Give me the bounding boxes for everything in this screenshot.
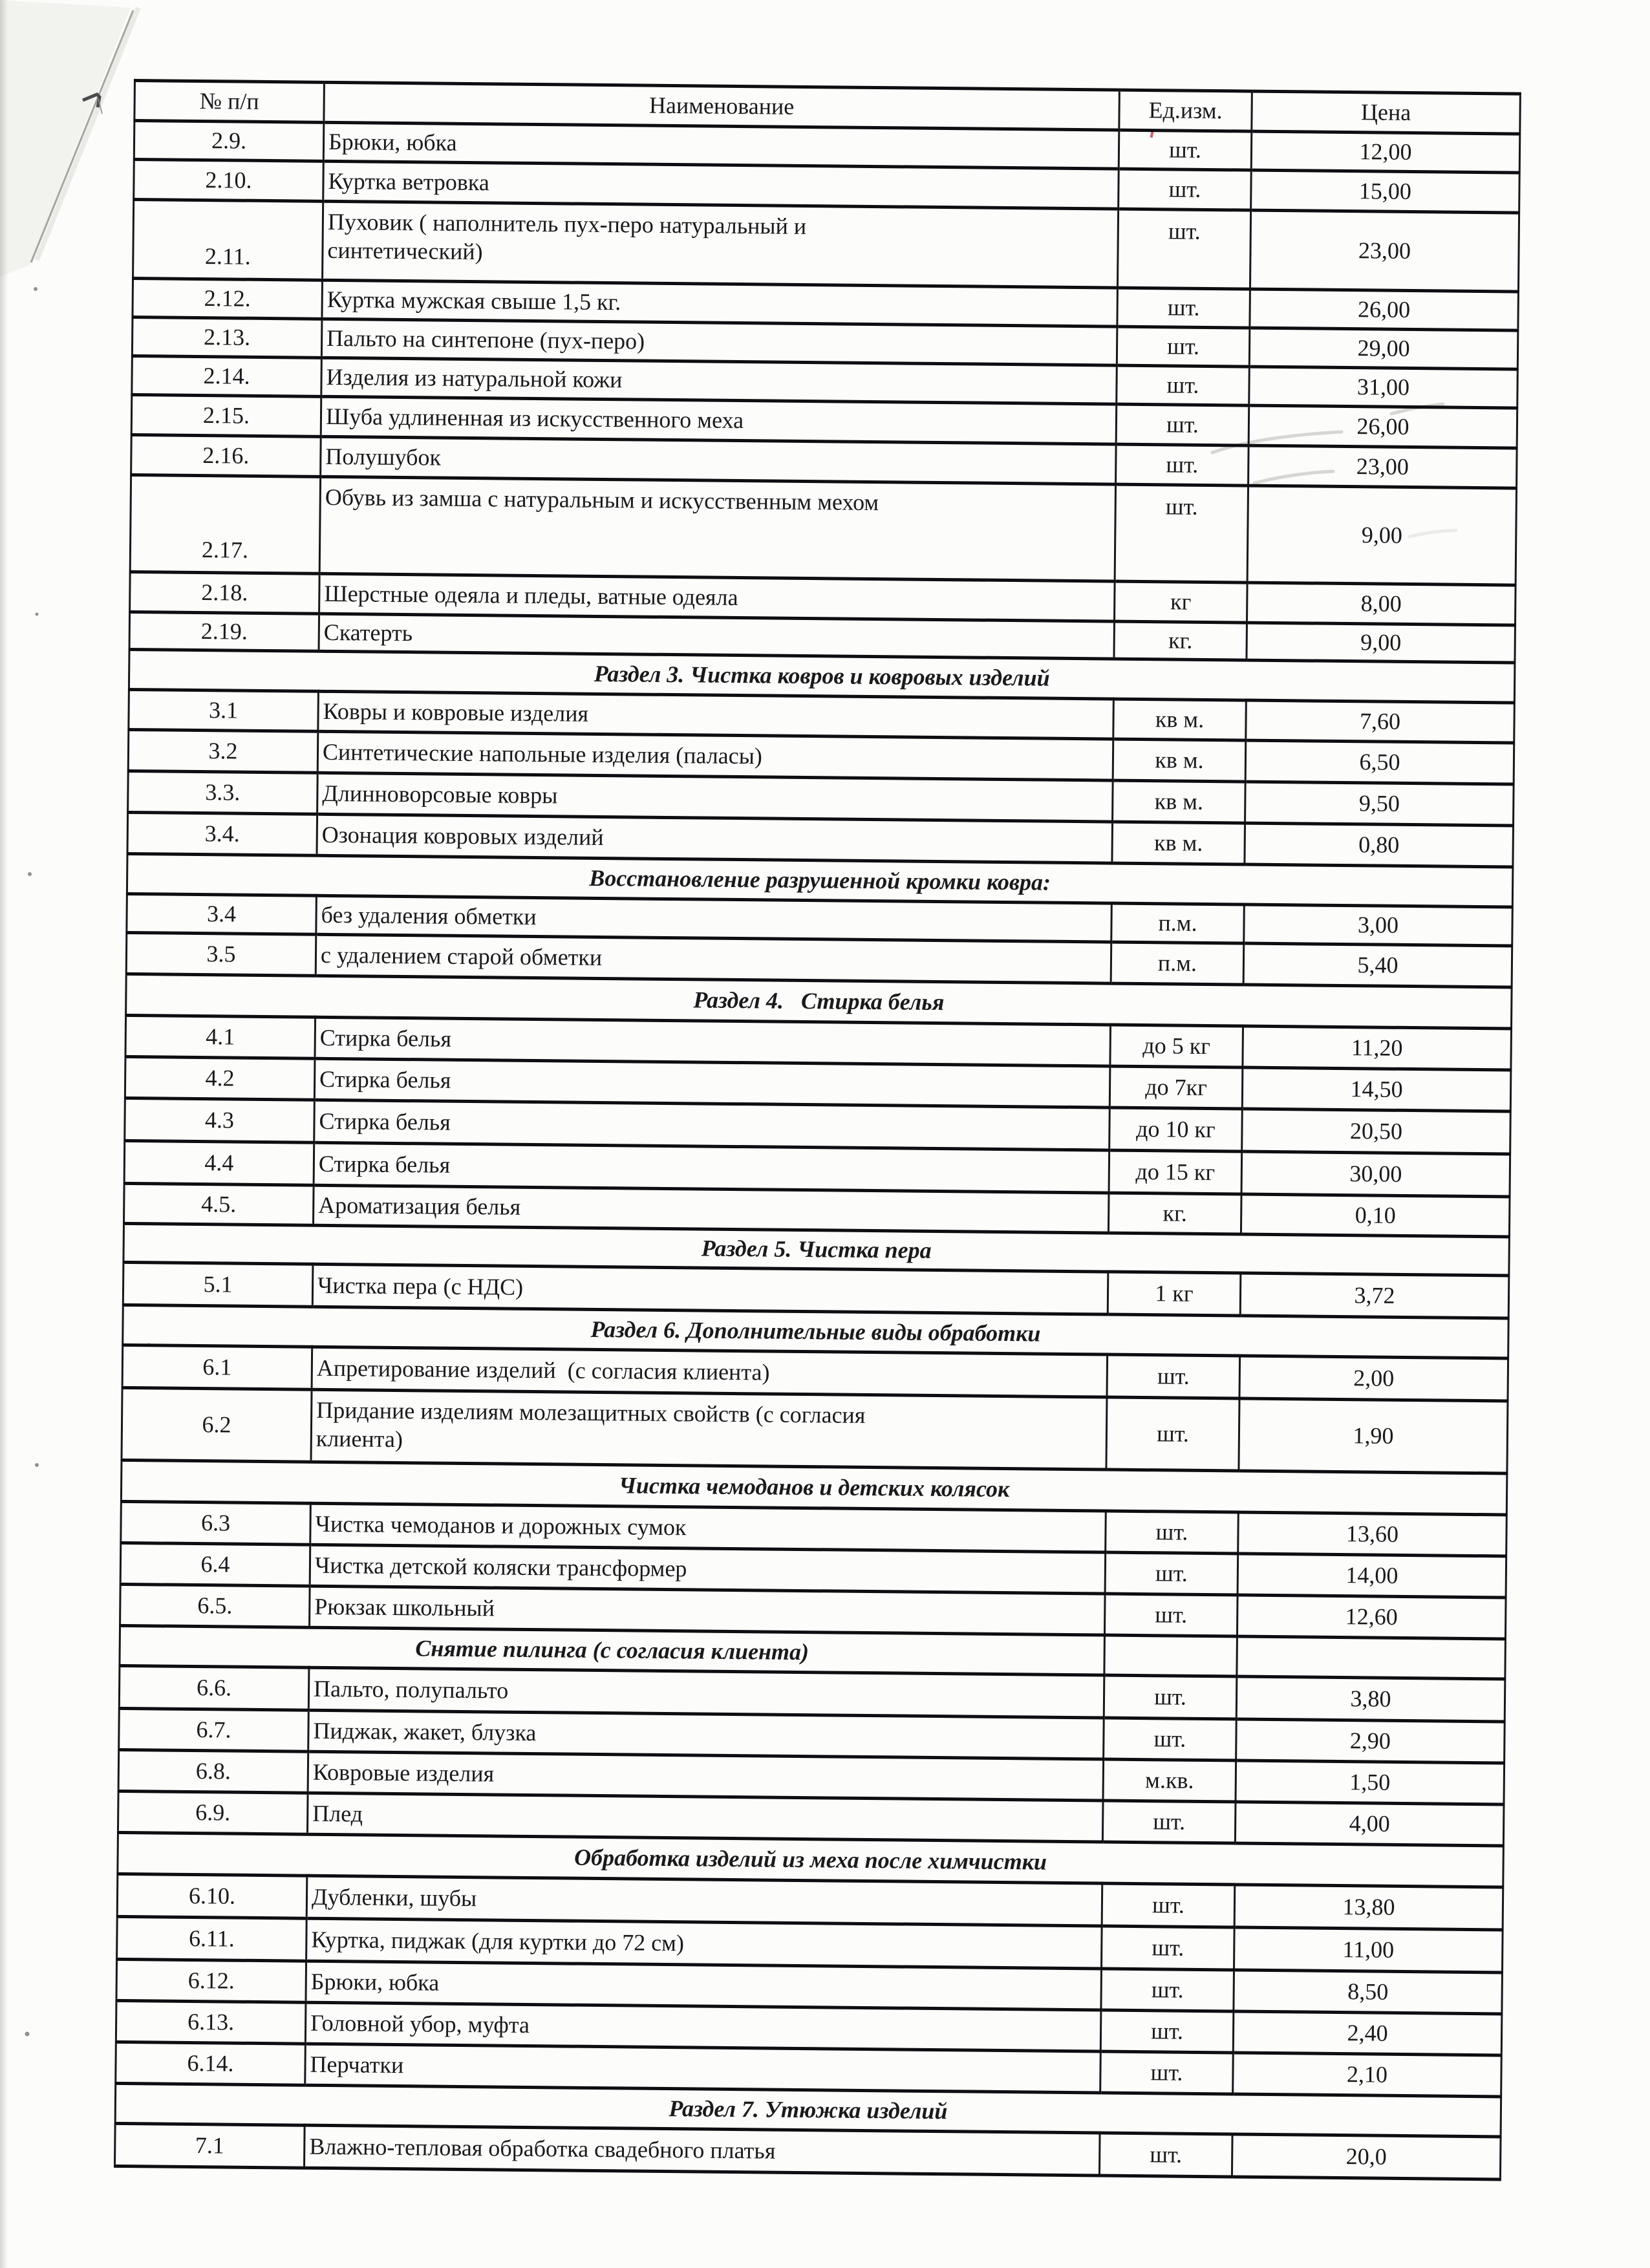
row-num: 2.18. (130, 572, 320, 614)
section-title: Раздел 4. Стирка белья (126, 974, 1512, 1029)
row-unit: до 7кг (1109, 1066, 1243, 1109)
row-num: 6.13. (116, 2000, 306, 2044)
row-num: 3.5 (126, 932, 316, 976)
row-price: 13,60 (1238, 1512, 1507, 1556)
row-num: 6.2 (122, 1387, 312, 1462)
row-name: Ковровые изделия (308, 1751, 1104, 1801)
section-title: Раздел 7. Утюжка изделий (115, 2083, 1501, 2137)
row-price: 2,10 (1233, 2053, 1502, 2097)
row-unit: шт. (1102, 1926, 1235, 1970)
row-unit: кг. (1108, 1193, 1241, 1234)
row-name: Рюкзак школьный (310, 1586, 1106, 1635)
row-price: 8,00 (1247, 583, 1516, 625)
row-num: 4.5. (124, 1183, 314, 1225)
row-name: Пуховик ( наполнитель пух-перо натуральный и синтетический) (323, 201, 1119, 288)
row-name: Придание изделиям молезащитных свойств (с согласия клиента) (311, 1389, 1107, 1470)
row-price: 11,20 (1243, 1026, 1512, 1070)
row-num: 2.16. (131, 434, 321, 476)
row-num: 2.19. (129, 612, 319, 651)
row-name: Куртка мужская свыше 1,5 кг. (322, 280, 1118, 326)
row-num: 4.4 (124, 1140, 314, 1185)
row-price: 15,00 (1251, 170, 1520, 213)
row-name: без удаления обметки (316, 895, 1112, 942)
section-title: Раздел 3. Чистка ковров и ковровых изделий (129, 649, 1514, 703)
row-price: 2,00 (1239, 1356, 1508, 1401)
section-title: Раздел 6. Дополнительные виды обработки (123, 1305, 1508, 1358)
row-num: 4.2 (125, 1056, 315, 1100)
row-name: Стирка белья (314, 1142, 1109, 1193)
row-unit: шт. (1104, 1675, 1237, 1719)
row-num: 2.10. (134, 160, 324, 202)
row-num: 6.6. (119, 1665, 309, 1710)
row-name: Брюки, юбка (306, 1961, 1102, 2010)
row-num: 6.5. (120, 1584, 310, 1627)
row-num: 2.12. (133, 279, 323, 319)
row-num: 6.9. (118, 1791, 308, 1834)
row-num: 5.1 (123, 1262, 313, 1307)
row-name: Ароматизация белья (313, 1185, 1109, 1233)
table-row (130, 475, 1516, 585)
row-unit: п.м. (1111, 942, 1244, 985)
row-price: 12,00 (1251, 131, 1520, 173)
row-unit: кв м. (1113, 699, 1247, 740)
col-header-unit: Ед.изм. (1119, 90, 1252, 131)
row-name: Пальто на синтепоне (пух-перо) (321, 319, 1117, 365)
row-num: 3.4 (127, 893, 317, 934)
row-price: 3,80 (1236, 1676, 1505, 1722)
row-name: Изделия из натуральной кожи (321, 358, 1117, 404)
row-price: 1,50 (1236, 1760, 1505, 1804)
row-num: 6.3 (121, 1501, 311, 1545)
row-unit: кв м. (1113, 739, 1246, 782)
row-price: 8,50 (1234, 1970, 1503, 2014)
price-table-body (115, 121, 1520, 2179)
row-unit: шт. (1101, 1969, 1234, 2011)
row-name: Пальто, полупальто (308, 1667, 1104, 1718)
row-unit: шт. (1115, 484, 1248, 583)
row-name: Чистка чемоданов и дорожных сумок (310, 1503, 1106, 1552)
page-corner-shade (0, 0, 131, 277)
row-price: 6,50 (1245, 740, 1514, 784)
row-price: 0,80 (1245, 823, 1514, 867)
row-name: Стирка белья (315, 1017, 1111, 1066)
row-unit: шт. (1105, 1552, 1238, 1595)
row-num: 4.1 (125, 1015, 316, 1058)
row-price: 2,90 (1236, 1719, 1505, 1763)
row-unit: до 5 кг (1110, 1025, 1243, 1067)
row-num: 7.1 (115, 2123, 305, 2168)
section-title: Снятие пилинга (с согласия клиента) (120, 1625, 1105, 1675)
row-price: 20,0 (1232, 2134, 1501, 2179)
row-name: Полушубок (321, 436, 1117, 484)
row-name: Чистка детской коляски трансформер (310, 1545, 1106, 1594)
row-num: 6.11. (117, 1916, 307, 1961)
row-unit: шт. (1102, 1801, 1236, 1843)
row-price: 13,80 (1234, 1885, 1503, 1930)
row-unit: шт. (1104, 1718, 1237, 1760)
row-unit: шт. (1117, 288, 1250, 328)
row-num: 6.7. (119, 1708, 309, 1751)
row-name: Апретирование изделий (с согласия клиента) (312, 1347, 1108, 1397)
section-title: Обработка изделий из меха после химчистки (118, 1832, 1504, 1887)
row-num: 6.10. (117, 1874, 307, 1918)
row-name: Чистка пера (с НДС) (312, 1264, 1108, 1314)
row-name: Шерстные одеяла и пледы, ватные одеяла (319, 573, 1115, 621)
row-name: Скатерть (319, 614, 1115, 659)
row-price: 3,72 (1240, 1273, 1509, 1318)
row-unit: до 15 кг (1109, 1150, 1242, 1194)
row-price: 12,60 (1237, 1595, 1506, 1639)
row-unit: шт. (1117, 365, 1250, 405)
row-price: 31,00 (1249, 367, 1518, 408)
row-price: 1,90 (1239, 1398, 1508, 1473)
row-num: 6.1 (122, 1345, 312, 1389)
row-name: Перчатки (305, 2044, 1101, 2093)
row-price: 3,00 (1244, 904, 1513, 946)
row-name: Куртка ветровка (323, 161, 1119, 209)
row-price: 7,60 (1246, 700, 1515, 743)
row-name: Пиджак, жакет, блузка (308, 1710, 1104, 1759)
row-price: 23,00 (1250, 210, 1519, 292)
row-name: Шуба удлиненная из искусственного меха (321, 396, 1117, 444)
row-unit: шт. (1107, 1354, 1240, 1398)
row-unit: кг (1115, 581, 1248, 623)
row-unit: шт. (1116, 404, 1249, 445)
section-title: Чистка чемоданов и детских колясок (121, 1460, 1507, 1515)
row-num: 6.12. (116, 1959, 306, 2002)
row-unit: кв м. (1113, 780, 1246, 823)
row-num: 3.2 (128, 729, 318, 773)
col-header-price: Цена (1252, 91, 1521, 134)
row-name: Плед (307, 1793, 1103, 1842)
row-num: 3.4. (127, 812, 317, 855)
row-price: 2,40 (1233, 2011, 1502, 2055)
row-num: 6.14. (116, 2042, 306, 2085)
row-unit: м.кв. (1103, 1759, 1236, 1802)
row-price: 23,00 (1248, 445, 1517, 488)
row-num: 2.13. (132, 317, 322, 358)
row-unit: кг. (1114, 621, 1247, 660)
row-price: 26,00 (1248, 405, 1517, 448)
row-price: 14,50 (1242, 1067, 1511, 1111)
row-unit: шт. (1119, 130, 1252, 170)
empty-cell (1104, 1635, 1238, 1676)
row-name: Длинноворсовые ковры (317, 773, 1113, 822)
row-unit: шт. (1117, 326, 1250, 367)
row-name: Стирка белья (314, 1058, 1110, 1107)
row-num: 6.4 (120, 1543, 310, 1586)
row-name: Дубленки, шубы (306, 1876, 1102, 1926)
section-title: Восстановление разрушенной кромки ковра: (127, 853, 1512, 907)
row-num: 3.1 (129, 689, 319, 731)
section-title: Раздел 5. Чистка пера (123, 1223, 1509, 1276)
row-price: 30,00 (1241, 1151, 1510, 1197)
row-unit: шт. (1117, 209, 1250, 289)
table-row (122, 1387, 1508, 1473)
row-num: 2.11. (133, 200, 323, 281)
row-unit: шт. (1104, 1594, 1238, 1636)
row-num: 2.15. (131, 394, 321, 436)
row-unit: шт. (1119, 169, 1252, 210)
row-unit: шт. (1100, 2010, 1234, 2053)
row-price: 0,10 (1241, 1194, 1510, 1237)
row-name: Куртка, пиджак (для куртки до 72 см) (306, 1918, 1102, 1969)
row-price: 9,50 (1245, 782, 1514, 826)
row-unit: до 10 кг (1109, 1107, 1243, 1151)
row-name: Влажно-тепловая обработка свадебного платья (304, 2125, 1100, 2176)
row-num: 2.9. (134, 121, 324, 162)
row-price: 11,00 (1234, 1927, 1503, 1973)
row-name: с удалением старой обметки (316, 934, 1111, 983)
row-num: 3.3. (128, 771, 318, 814)
row-unit: шт. (1106, 1511, 1239, 1554)
row-price: 29,00 (1249, 328, 1518, 369)
row-name: Озонация ковровых изделий (317, 814, 1113, 863)
row-unit: шт. (1099, 2133, 1232, 2177)
row-unit: шт. (1116, 444, 1249, 486)
row-unit: шт. (1106, 1397, 1239, 1471)
row-price: 9,00 (1247, 623, 1516, 663)
row-price: 9,00 (1247, 486, 1516, 585)
row-name: Стирка белья (314, 1100, 1110, 1150)
col-header-name: Наименование (324, 82, 1120, 130)
table-row (133, 200, 1519, 292)
row-price: 26,00 (1250, 289, 1519, 330)
row-price: 4,00 (1235, 1802, 1504, 1846)
row-price: 5,40 (1243, 943, 1512, 987)
row-num: 2.14. (132, 356, 322, 396)
row-price: 14,00 (1238, 1554, 1506, 1598)
scanned-page (114, 79, 1521, 2181)
row-name: Обувь из замша с натуральным и искусственным мехом (319, 476, 1115, 581)
row-unit: шт. (1100, 2051, 1234, 2094)
row-name: Синтетические напольные изделия (паласы) (317, 731, 1113, 780)
row-price: 20,50 (1242, 1109, 1511, 1154)
row-num: 4.3 (125, 1098, 315, 1142)
price-table (114, 79, 1521, 2181)
empty-cell (1237, 1636, 1506, 1679)
row-name: Головной убор, муфта (305, 2002, 1101, 2051)
row-num: 6.8. (118, 1749, 308, 1793)
row-unit: кв м. (1112, 822, 1245, 864)
row-num: 2.17. (130, 475, 320, 573)
row-name: Брюки, юбка (323, 122, 1119, 169)
row-unit: шт. (1102, 1883, 1235, 1927)
row-unit: 1 кг (1108, 1272, 1241, 1316)
row-unit: п.м. (1111, 903, 1245, 943)
col-header-num: № п/п (134, 81, 325, 123)
row-name: Ковры и ковровые изделия (318, 691, 1114, 739)
